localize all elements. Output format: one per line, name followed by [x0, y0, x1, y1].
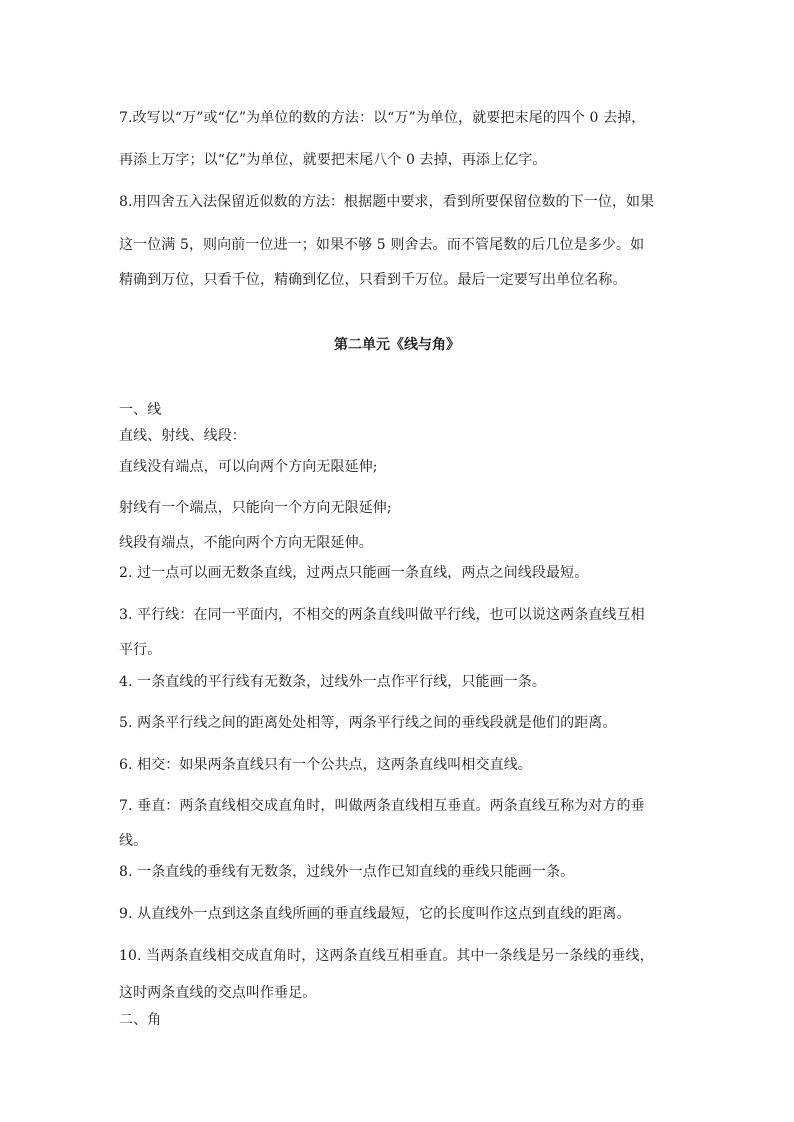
line-item: 8. 一条直线的垂线有无数条，过线外一点作已知直线的垂线只能画一条。 [119, 864, 575, 880]
line-item: 线段有端点，不能向两个方向无限延伸。 [119, 535, 373, 551]
line-item: 直线没有端点，可以向两个方向无限延伸; [119, 459, 378, 475]
line-item: 5. 两条平行线之间的距离处处相等，两条平行线之间的垂线段就是他们的距离。 [119, 715, 617, 731]
line-item: 9. 从直线外一点到这条直线所画的垂直线最短，它的长度叫作这点到直线的距离。 [119, 906, 631, 922]
unit-title: 第二单元《线与角》 [334, 337, 460, 353]
section-one-subtitle: 直线、射线、线段： [119, 428, 246, 444]
rule-7-line-2: 再添上万字；以“亿”为单位，就要把末尾八个 0 去掉，再添上亿字。 [119, 152, 547, 168]
line-item: 线。 [119, 833, 148, 849]
line-item: 7. 垂直：两条直线相交成直角时，叫做两条直线相互垂直。两条直线互称为对方的垂 [119, 798, 645, 814]
line-item: 2. 过一点可以画无数条直线，过两点只能画一条直线，两点之间线段最短。 [119, 565, 589, 581]
line-item: 6. 相交：如果两条直线只有一个公共点，这两条直线叫相交直线。 [119, 757, 532, 773]
rule-8-line-1: 8.用四舍五入法保留近似数的方法：根据题中要求，看到所要保留位数的下一位，如果 [119, 194, 655, 210]
rule-8-line-2: 这一位满 5，则向前一位进一；如果不够 5 则舍去。而不管尾数的后几位是多少。如 [119, 237, 645, 253]
section-one-title: 一、线 [119, 402, 162, 418]
line-item: 10. 当两条直线相交成直角时，这两条直线互相垂直。其中一条线是另一条线的垂线， [119, 948, 654, 964]
line-item: 平行。 [119, 642, 162, 658]
rule-7-line-1: 7.改写以“万”或“亿”为单位的数的方法：以“万”为单位，就要把末尾的四个 0 去掉， [119, 110, 646, 126]
line-item: 3. 平行线：在同一平面内，不相交的两条直线叫做平行线，也可以说这两条直线互相 [119, 607, 645, 623]
line-item: 射线有一个端点，只能向一个方向无限延伸; [119, 500, 392, 516]
rule-8-line-3: 精确到万位，只看千位，精确到亿位，只看到千万位。最后一定要写出单位名称。 [119, 272, 627, 288]
section-two-title: 二、角 [119, 1012, 162, 1028]
line-item: 4. 一条直线的平行线有无数条，过线外一点作平行线，只能画一条。 [119, 674, 547, 690]
line-item: 这时两条直线的交点叫作垂足。 [119, 985, 317, 1001]
